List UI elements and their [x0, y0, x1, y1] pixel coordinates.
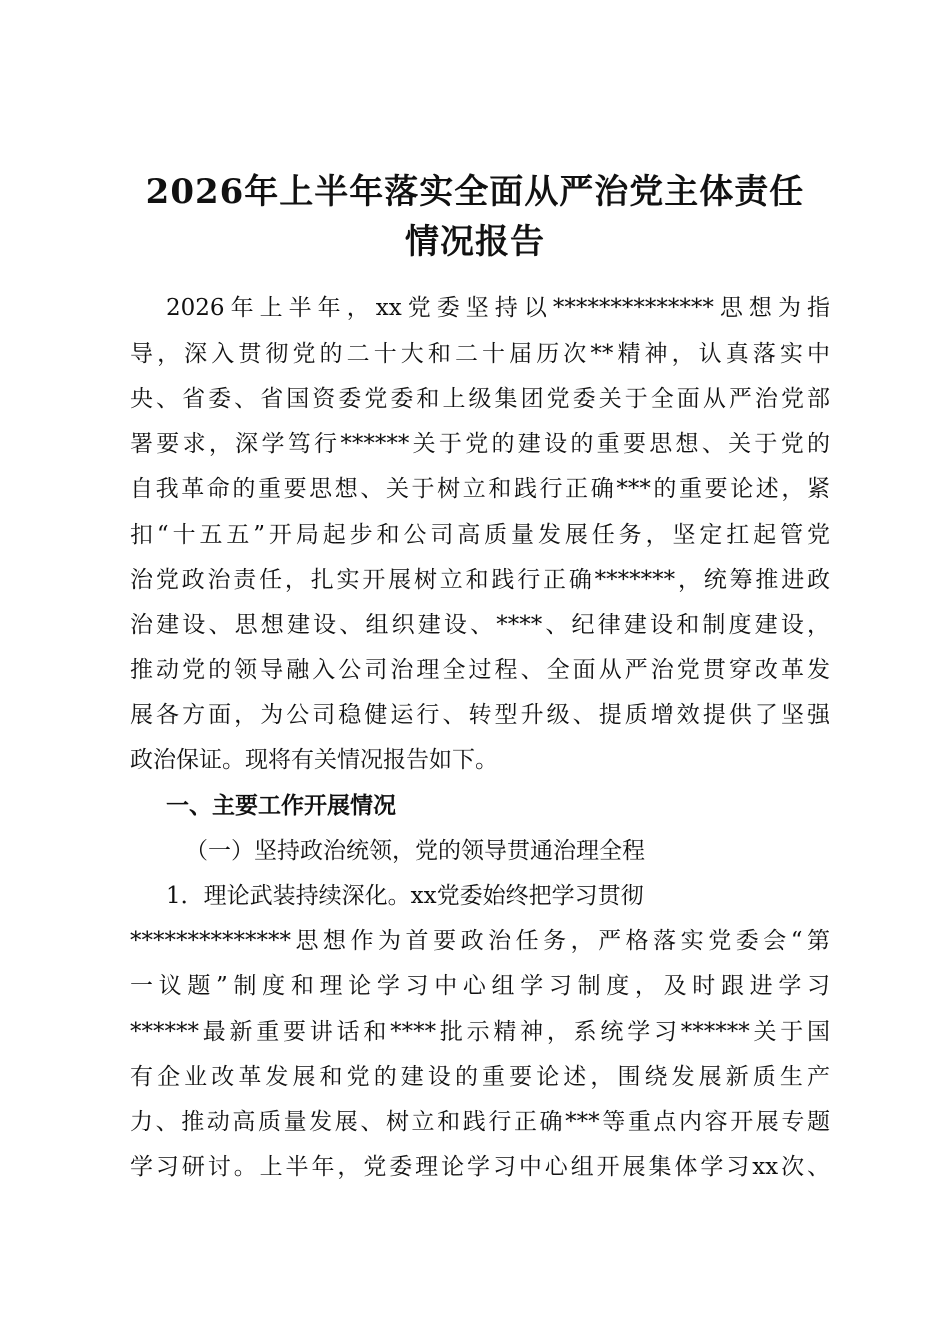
- paragraph-line: 央、省委、省国资委党委和上级集团党委关于全面从严治党部: [130, 386, 830, 412]
- paragraph-line: **************思想作为首要政治任务，严格落实党委会“第: [130, 928, 830, 954]
- paragraph-line: 治建设、思想建设、组织建设、****、纪律建设和制度建设，: [130, 612, 830, 638]
- paragraph-line: 自我革命的重要思想、关于树立和践行正确***的重要论述，紧: [130, 476, 830, 502]
- paragraph-line: 1．理论武装持续深化。xx党委始终把学习贯彻: [166, 883, 644, 909]
- paragraph-line: 一议题”制度和理论学习中心组学习制度，及时跟进学习: [130, 973, 830, 999]
- paragraph-line: 学习研讨。上半年，党委理论学习中心组开展集体学习xx次、: [130, 1154, 830, 1180]
- paragraph-line: 署要求，深学笃行******关于党的建设的重要思想、关于党的: [130, 431, 830, 457]
- paragraph-line: ******最新重要讲话和****批示精神，系统学习******关于国: [130, 1019, 830, 1045]
- document-title-line-1: 2026年上半年落实全面从严治党主体责任: [145, 172, 805, 212]
- paragraph-line: 导，深入贯彻党的二十大和二十届历次**精神，认真落实中: [130, 341, 830, 367]
- paragraph-line: 推动党的领导融入公司治理全过程、全面从严治党贯穿改革发: [130, 657, 830, 683]
- document-title-line-2: 情况报告: [405, 222, 545, 262]
- paragraph-line: 治党政治责任，扎实开展树立和践行正确*******，统筹推进政: [130, 567, 830, 593]
- paragraph-line: 有企业改革发展和党的建设的重要论述，围绕发展新质生产: [130, 1064, 830, 1090]
- paragraph-line: 力、推动高质量发展、树立和践行正确***等重点内容开展专题: [130, 1109, 830, 1135]
- paragraph-line: 扣“十五五”开局起步和公司高质量发展任务，坚定扛起管党: [130, 522, 830, 548]
- subsection-heading: （一）坚持政治统领，党的领导贯通治理全程: [185, 838, 645, 864]
- section-heading: 一、主要工作开展情况: [166, 792, 396, 819]
- paragraph-line: 展各方面，为公司稳健运行、转型升级、提质增效提供了坚强: [130, 702, 830, 728]
- paragraph-line: 2026年上半年，xx党委坚持以**************思想为指: [166, 295, 830, 321]
- paragraph-line: 政治保证。现将有关情况报告如下。: [130, 747, 498, 773]
